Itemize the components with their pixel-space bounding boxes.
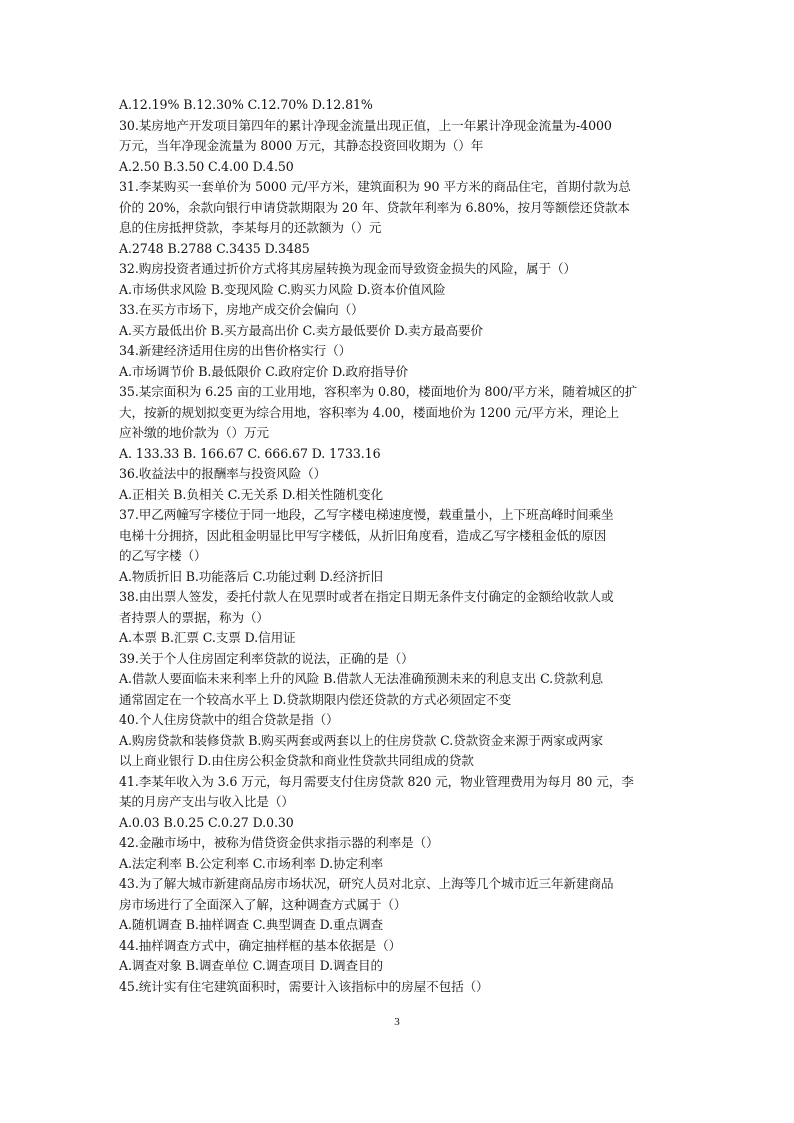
text-line: 41.李某年收入为 3.6 万元，每月需要支付住房贷款 820 元，物业管理费用为每月 80 元，李 xyxy=(119,773,634,789)
text-line: 大，按新的规划拟变更为综合用地，容积率为 4.00，楼面地价为 1200 元/平方米，理论上 xyxy=(119,404,619,420)
text-line: 45.统计实有住宅建筑面积时，需要计入该指标中的房屋不包括（） xyxy=(119,978,489,994)
text-line: 35.某宗面积为 6.25 亩的工业用地，容积率为 0.80，楼面地价为 800/平方米，随着城区的扩 xyxy=(119,384,638,399)
text-line: 通常固定在一个较高水平上 D.贷款期限内偿还贷款的方式必须固定不变 xyxy=(119,691,512,707)
document-body xyxy=(119,95,679,997)
text-line: A. 133.33 B. 166.67 C. 666.67 D. 1733.16 xyxy=(119,445,381,461)
text-line: 价的 20%，余款向银行申请贷款期限为 20 年、贷款年利率为 6.80%，按月等额偿还贷款本 xyxy=(119,199,630,215)
text-line: 某的月房产支出与收入比是（） xyxy=(119,794,294,809)
text-line: 39.关于个人住房固定利率贷款的说法，正确的是（） xyxy=(119,650,414,666)
text-line: A.市场供求风险 B.变现风险 C.购买力风险 D.资本价值风险 xyxy=(119,281,446,297)
text-line: 以上商业银行 D.由住房公积金贷款和商业性贷款共同组成的贷款 xyxy=(119,753,474,768)
text-line: 32.购房投资者通过折价方式将其房屋转换为现金而导致资金损失的风险，属于（） xyxy=(119,261,577,276)
text-line: A.本票 B.汇票 C.支票 D.信用证 xyxy=(119,630,296,645)
text-line: A.买方最低出价 B.买方最高出价 C.卖方最低要价 D.卖方最高要价 xyxy=(119,322,483,338)
text-line: 44.抽样调查方式中，确定抽样框的基本依据是（） xyxy=(119,937,402,953)
text-line: 的乙写字楼（） xyxy=(119,548,207,563)
text-line: A.随机调查 B.抽样调查 C.典型调查 D.重点调查 xyxy=(119,917,384,932)
text-line: 42.金融市场中，被称为借贷资金供求指示器的利率是（） xyxy=(119,835,439,850)
text-line: A.0.03 B.0.25 C.0.27 D.0.30 xyxy=(119,814,294,830)
text-line: 房市场进行了全面深入了解，这种调查方式属于（） xyxy=(119,896,407,912)
text-line: 31.李某购买一套单价为 5000 元/平方米，建筑面积为 90 平方米的商品住宅，首期付款为总 xyxy=(119,179,631,194)
text-line: A.法定利率 B.公定利率 C.市场利率 D.协定利率 xyxy=(119,855,384,871)
text-line: 36.收益法中的报酬率与投资风险（） xyxy=(119,466,327,481)
text-line: A.购房贷款和装修贷款 B.购买两套或两套以上的住房贷款 C.贷款资金来源于两家或两家 xyxy=(119,732,604,748)
text-line: A.12.19% B.12.30% C.12.70% D.12.81% xyxy=(119,97,373,112)
text-line: 38.由出票人签发，委托付款人在见票时或者在指定日期无条件支付确定的金额给收款人或 xyxy=(119,589,614,604)
page-number: 3 xyxy=(394,1016,400,1028)
text-line: A.市场调节价 B.最低限价 C.政府定价 D.政府指导价 xyxy=(119,363,408,379)
text-line: 30.某房地产开发项目第四年的累计净现金流量出现正值，上一年累计净现金流量为-4000 xyxy=(119,117,612,133)
text-line: A.物质折旧 B.功能落后 C.功能过剩 D.经济折旧 xyxy=(119,568,384,584)
text-line: 40.个人住房贷款中的组合贷款是指（） xyxy=(119,712,339,727)
text-line: 37.甲乙两幢写字楼位于同一地段，乙写字楼电梯速度慢，载重量小，上下班高峰时间乘坐 xyxy=(119,507,614,522)
text-line: 应补缴的地价款为（）万元 xyxy=(119,425,269,440)
text-line: A.2.50 B.3.50 C.4.00 D.4.50 xyxy=(119,158,294,174)
text-line: 33.在买方市场下，房地产成交价会偏向（） xyxy=(119,302,364,317)
text-line: A.2748 B.2788 C.3435 D.3485 xyxy=(119,240,310,256)
text-line: A.借款人要面临未来利率上升的风险 B.借款人无法准确预测未来的利息支出 C.贷款利息 xyxy=(119,671,604,686)
text-line: 万元，当年净现金流量为 8000 万元，其静态投资回收期为（）年 xyxy=(119,138,484,153)
text-line: A.正相关 B.负相关 C.无关系 D.相关性随机变化 xyxy=(119,486,384,502)
text-line: A.调查对象 B.调查单位 C.调查项目 D.调查目的 xyxy=(119,958,384,973)
text-line: 息的住房抵押贷款，李某每月的还款额为（）元 xyxy=(119,220,382,235)
text-line: 34.新建经济适用住房的出售价格实行（） xyxy=(119,343,352,358)
text-line: 电梯十分拥挤，因此租金明显比甲写字楼低，从折旧角度看，造成乙写字楼租金低的原因 xyxy=(119,527,607,543)
text-line: 43.为了解大城市新建商品房市场状况，研究人员对北京、上海等几个城市近三年新建商品 xyxy=(119,876,614,891)
text-line: 者持票人的票据，称为（） xyxy=(119,609,269,625)
